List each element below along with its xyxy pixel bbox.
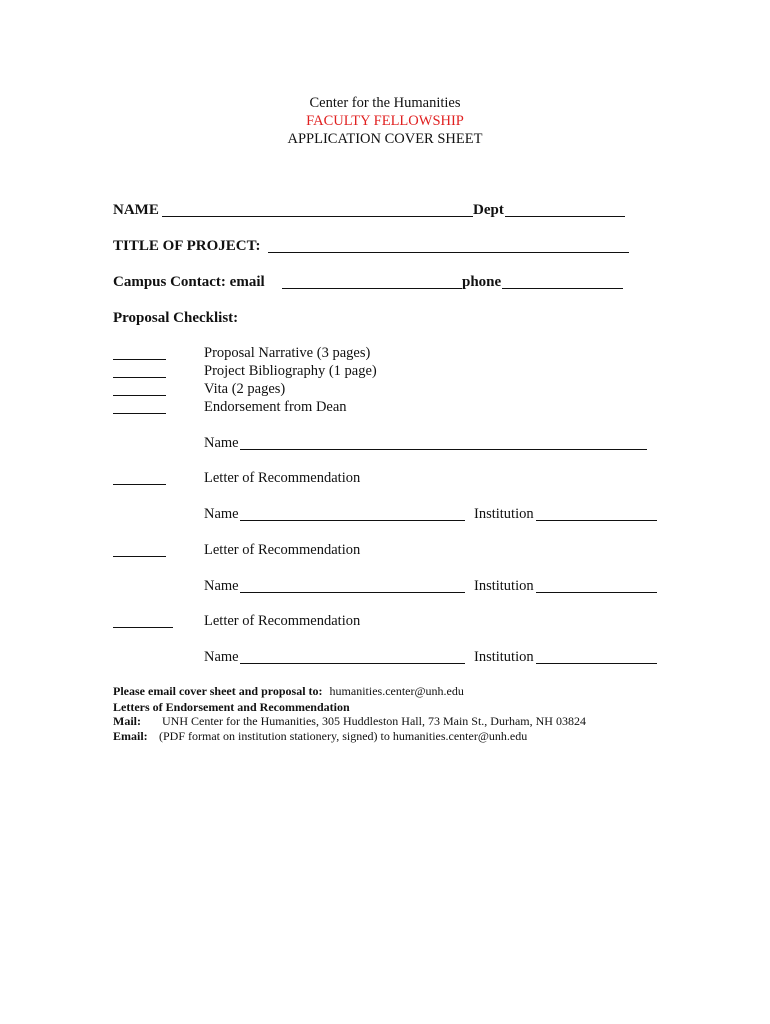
name-field-line[interactable] xyxy=(162,216,473,217)
org-name: Center for the Humanities xyxy=(309,95,461,111)
checklist-blank[interactable] xyxy=(113,484,166,485)
dean-name-field-line[interactable] xyxy=(240,449,647,450)
email-field-line[interactable] xyxy=(282,288,462,289)
checklist-blank[interactable] xyxy=(113,413,166,414)
email-details: (PDF format on institution stationery, signed) to humanities.center@unh.edu xyxy=(159,729,528,743)
checklist-item: Project Bibliography (1 page) xyxy=(204,363,377,379)
letters-heading: Letters of Endorsement and Recommendation xyxy=(113,700,350,714)
project-title-field-line[interactable] xyxy=(268,252,629,253)
recommender-name-label: Name xyxy=(204,506,239,522)
dept-label: Dept xyxy=(473,202,504,218)
document-title: APPLICATION COVER SHEET xyxy=(287,131,483,147)
dean-name-label: Name xyxy=(204,435,239,451)
checklist-heading: Proposal Checklist: xyxy=(113,310,239,326)
campus-contact-label: Campus Contact: email xyxy=(113,274,265,290)
phone-field-line[interactable] xyxy=(502,288,623,289)
checklist-item: Endorsement from Dean xyxy=(204,399,347,415)
recommender-name-field-line[interactable] xyxy=(240,663,465,664)
institution-label: Institution xyxy=(474,506,534,522)
checklist-blank[interactable] xyxy=(113,556,166,557)
recommender-name-field-line[interactable] xyxy=(240,592,465,593)
institution-label: Institution xyxy=(474,578,534,594)
phone-label: phone xyxy=(462,274,502,290)
mail-address: UNH Center for the Humanities, 305 Huddleston Hall, 73 Main St., Durham, NH 03824 xyxy=(162,714,586,728)
institution-field-line[interactable] xyxy=(536,520,657,521)
checklist-item: Vita (2 pages) xyxy=(204,381,286,397)
submission-email: humanities.center@unh.edu xyxy=(329,684,464,698)
recommender-name-field-line[interactable] xyxy=(240,520,465,521)
checklist-item: Proposal Narrative (3 pages) xyxy=(204,345,371,361)
program-title: FACULTY FELLOWSHIP xyxy=(306,113,464,129)
name-label: NAME xyxy=(113,202,159,218)
recommender-name-label: Name xyxy=(204,578,239,594)
checklist-blank[interactable] xyxy=(113,627,173,628)
email-instruction-line xyxy=(113,683,464,699)
institution-field-line[interactable] xyxy=(536,592,657,593)
checklist-blank[interactable] xyxy=(113,395,166,396)
institution-label: Institution xyxy=(474,649,534,665)
email-label: Email: xyxy=(113,729,148,743)
letter-label: Letter of Recommendation xyxy=(204,542,361,558)
checklist-blank[interactable] xyxy=(113,377,166,378)
dept-field-line[interactable] xyxy=(505,216,625,217)
letter-label: Letter of Recommendation xyxy=(204,613,361,629)
recommender-name-label: Name xyxy=(204,649,239,665)
project-title-label: TITLE OF PROJECT: xyxy=(113,238,261,254)
institution-field-line[interactable] xyxy=(536,663,657,664)
email-instruction: Please email cover sheet and proposal to: xyxy=(113,684,323,698)
checklist-blank[interactable] xyxy=(113,359,166,360)
letter-label: Letter of Recommendation xyxy=(204,470,361,486)
mail-label: Mail: xyxy=(113,714,141,728)
